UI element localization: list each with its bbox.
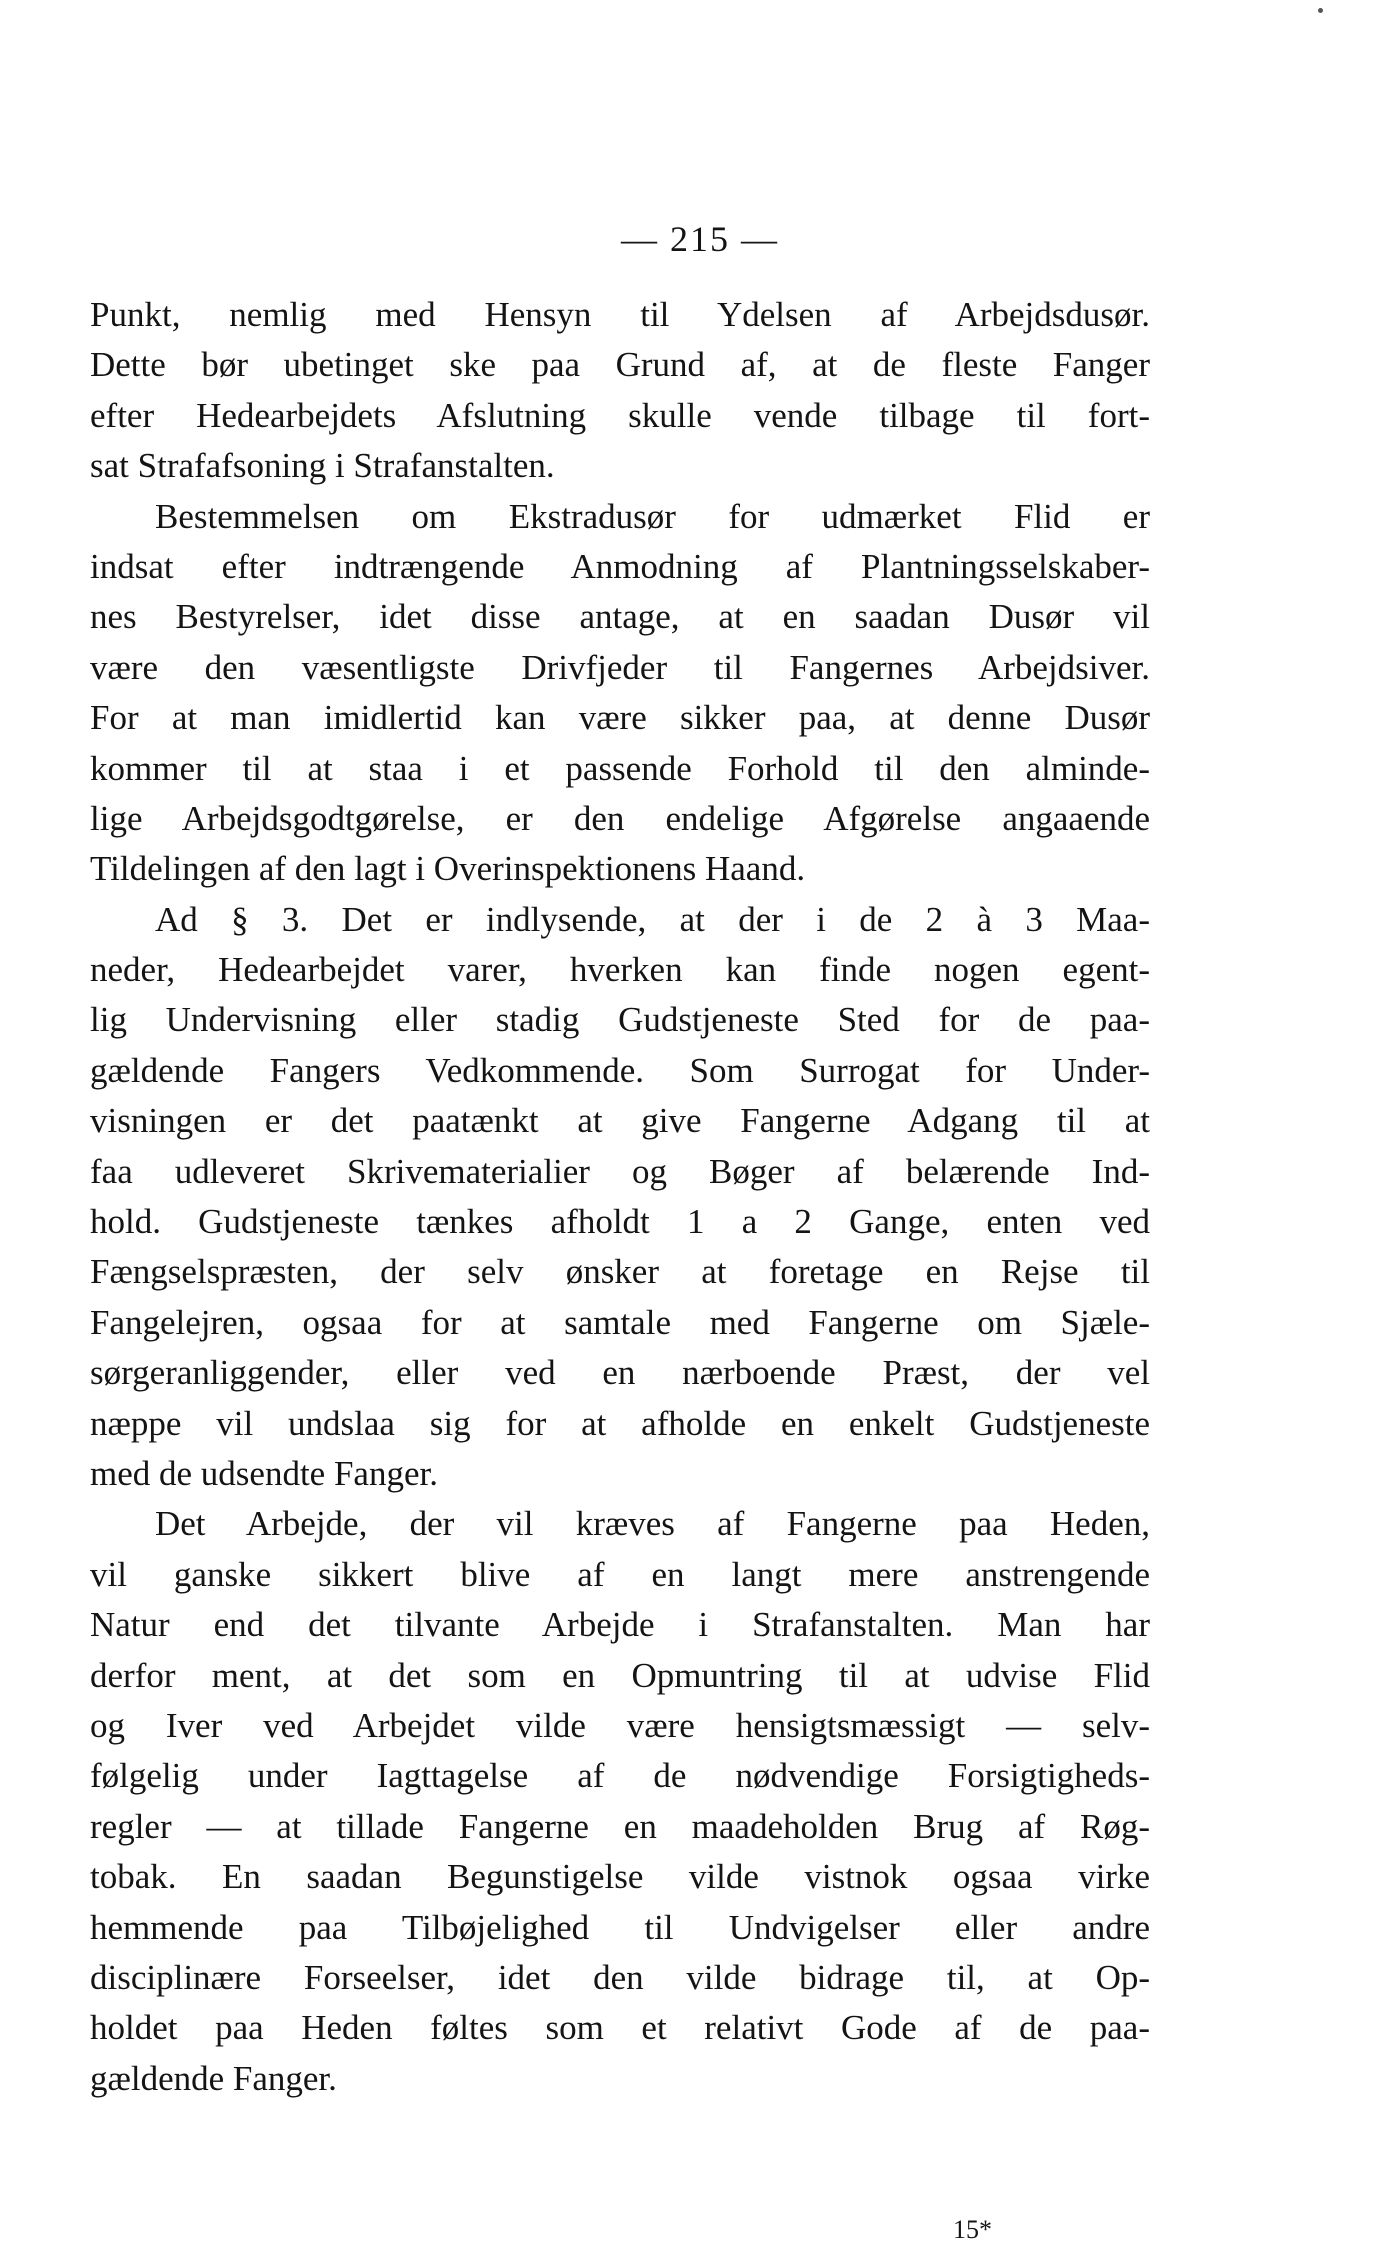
text-line: sat Strafafsoning i Strafanstalten.	[90, 446, 555, 486]
text-line: Natur end det tilvante Arbejde i Strafanstalten. Man har	[90, 1605, 1150, 1645]
text-line: For at man imidlertid kan være sikker paa, at denne Dusør	[90, 698, 1150, 738]
text-line: visningen er det paatænkt at give Fangerne Adgang til at	[90, 1101, 1150, 1141]
text-line: Fængselspræsten, der selv ønsker at foretage en Rejse til	[90, 1252, 1150, 1292]
text-line: Tildelingen af den lagt i Overinspektionens Haand.	[90, 849, 806, 889]
body-text	[90, 290, 1150, 2104]
text-line: gældende Fanger.	[90, 2058, 337, 2098]
text-line: faa udleveret Skrivematerialier og Bøger af belærende Ind-	[90, 1151, 1150, 1191]
text-line: Det Arbejde, der vil kræves af Fangerne paa Heden,	[155, 1504, 1150, 1544]
text-line: tobak. En saadan Begunstigelse vilde vistnok ogsaa virke	[90, 1857, 1150, 1897]
text-line: efter Hedearbejdets Afslutning skulle vende tilbage til fort-	[90, 395, 1150, 435]
text-line: derfor ment, at det som en Opmuntring til at udvise Flid	[90, 1655, 1150, 1695]
text-line: vil ganske sikkert blive af en langt mere anstrengende	[90, 1554, 1150, 1594]
text-line: Punkt, nemlig med Hensyn til Ydelsen af Arbejdsdusør.	[90, 295, 1150, 334]
text-line: kommer til at staa i et passende Forhold til den alminde-	[90, 748, 1150, 788]
text-line: Fangelejren, ogsaa for at samtale med Fangerne om Sjæle-	[90, 1302, 1150, 1342]
text-line: lig Undervisning eller stadig Gudstjeneste Sted for de paa-	[90, 1000, 1150, 1040]
text-line: disciplinære Forseelser, idet den vilde bidrage til, at Op-	[90, 1957, 1150, 1997]
text-line: Ad § 3. Det er indlysende, at der i de 2 à 3 Maa-	[155, 899, 1150, 939]
text-line: Dette bør ubetinget ske paa Grund af, at de fleste Fanger	[90, 345, 1150, 385]
text-line: næppe vil undslaa sig for at afholde en enkelt Gudstjeneste	[90, 1403, 1150, 1443]
text-line: neder, Hedearbejdet varer, hverken kan finde nogen egent-	[90, 950, 1150, 990]
text-line: med de udsendte Fanger.	[90, 1453, 438, 1493]
text-line: lige Arbejdsgodtgørelse, er den endelige Afgørelse angaaende	[90, 798, 1150, 838]
scan-speck	[1318, 8, 1323, 13]
text-line: sørgeranliggender, eller ved en nærboende Præst, der vel	[90, 1353, 1150, 1393]
page-number-header: — 215 —	[621, 219, 779, 259]
text-line: være den væsentligste Drivfjeder til Fangernes Arbejdsiver.	[90, 647, 1150, 687]
text-line: nes Bestyrelser, idet disse antage, at en saadan Dusør vil	[90, 597, 1150, 637]
text-line: Bestemmelsen om Ekstradusør for udmærket Flid er	[155, 496, 1150, 536]
text-line: regler — at tillade Fangerne en maadeholden Brug af Røg-	[90, 1806, 1150, 1846]
text-line: indsat efter indtrængende Anmodning af Plantningsselskaber-	[90, 546, 1150, 586]
text-line: holdet paa Heden føltes som et relativt Gode af de paa-	[90, 2008, 1150, 2048]
text-line: hemmende paa Tilbøjelighed til Undvigelser eller andre	[90, 1907, 1150, 1947]
text-line: gældende Fangers Vedkommende. Som Surrogat for Under-	[90, 1050, 1150, 1090]
text-line: følgelig under Iagttagelse af de nødvendige Forsigtigheds-	[90, 1756, 1150, 1796]
text-line: hold. Gudstjeneste tænkes afholdt 1 a 2 Gange, enten ved	[90, 1202, 1150, 1242]
signature-mark: 15*	[953, 2215, 992, 2244]
text-line: og Iver ved Arbejdet vilde være hensigtsmæssigt — selv-	[90, 1705, 1150, 1745]
